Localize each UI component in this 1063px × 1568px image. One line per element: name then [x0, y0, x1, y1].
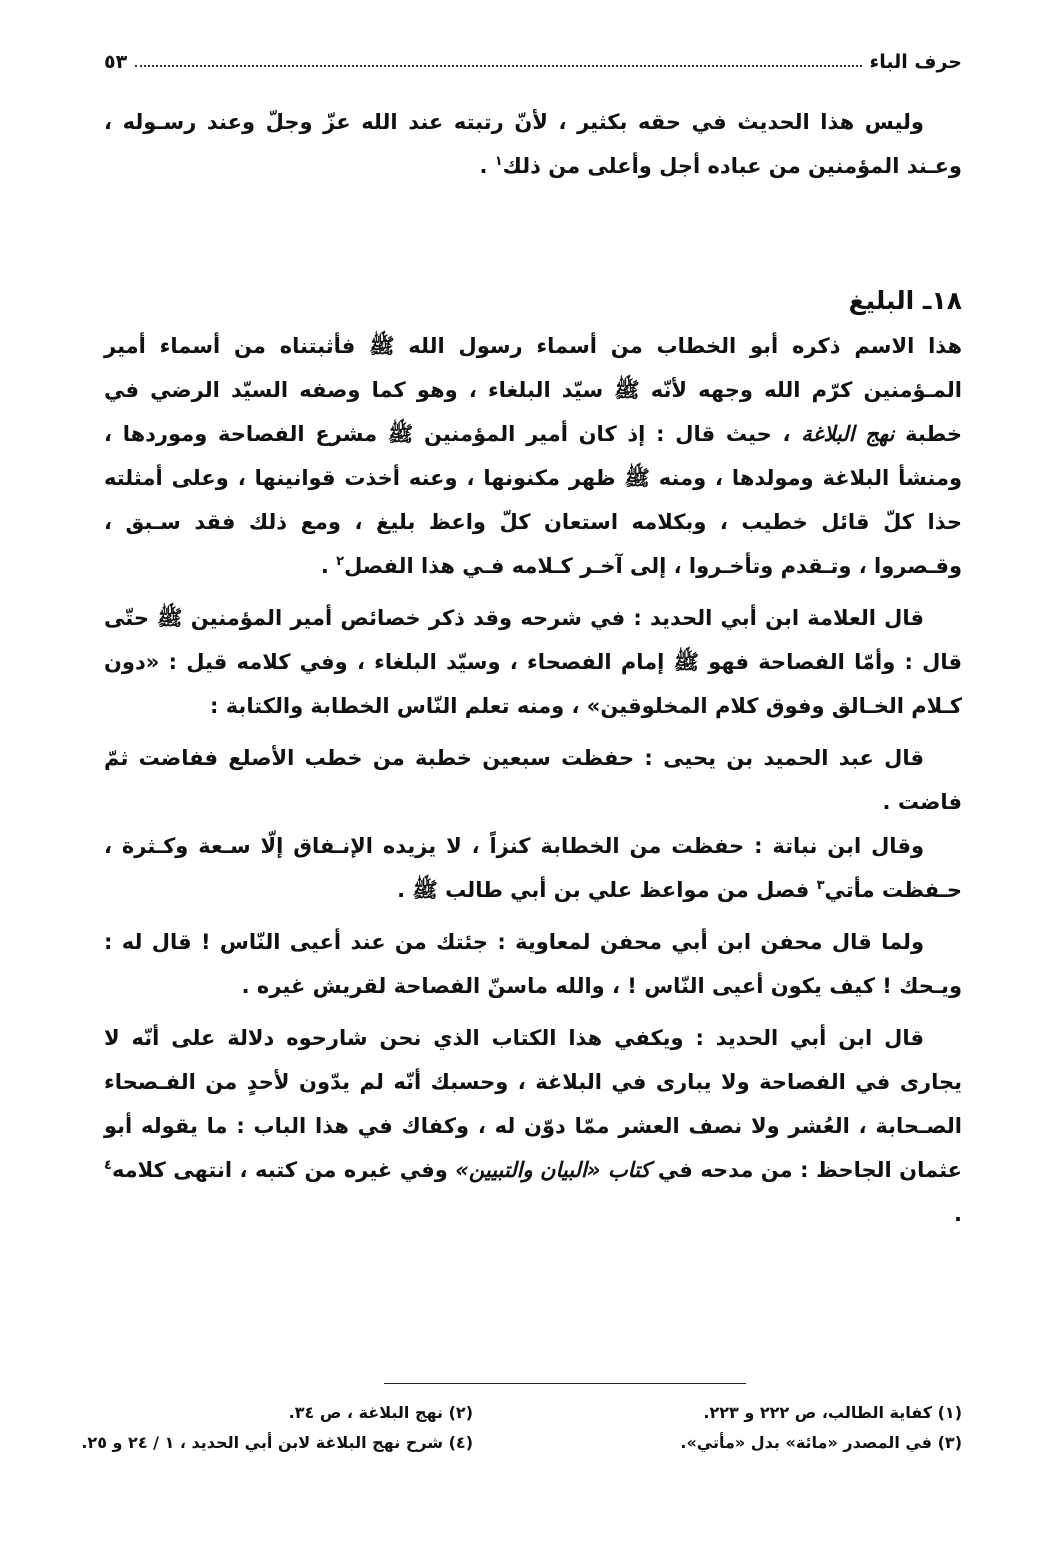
footnotes [81, 1398, 962, 1458]
section-title: حرف الباء [869, 51, 962, 73]
footnote-divider [384, 1383, 746, 1384]
book-title-bayan: كتاب «البيان والتبيين» [455, 1158, 651, 1182]
paragraph-5-text-a: وقال ابن نباتة : حفظت من الخطابة كنزاً ، لا يزيده الإنـفاق إلّا سـعة وكـثرة ، حـفظت مأتي [104, 834, 962, 902]
footnote-ref-3: ٣ [816, 878, 825, 893]
paragraph-2: هذا الاسم ذكره أبو الخطاب من أسماء رسول الله ﷺ فأثبتناه من أسماء أمير المـؤمنين كرّم الله وجهه لأنّه ﷺ سيّد البلغاء ، وهو كما وصفه السيّد الرضي في خطبة نهج البلاغة ، حيث قال : إذ كان أمير المؤمنين ﷺ مشرع الفصاحة وموردها ، ومنشأ البلاغة ومولدها ، ومنه ﷺ ظهر مكنونها ، وعنه أخذت قوانينها ، وعلى أمثلته حذا كلّ قائل خطيب ، وبكلامه استعان كلّ واعظ بليغ ، ومع ذلك فقد سـبق ، وقـصروا ، وتـقدم وتأخـروا ، إلى آخـر كـلامه فـي هذا الفصل$^٢$ . [104, 334, 962, 578]
footnote-ref-2: ٢ [336, 554, 345, 569]
paragraph-1-text: وليس هذا الحديث في حقه بكثير ، لأنّ رتبته عند الله عزّ وجلّ وعند رسـوله ، وعـند المؤمنين من عباده أجل وأعلى من ذلك [104, 110, 962, 178]
paragraph-5 [104, 824, 962, 912]
footnote-2: (٢) نهج البلاغة ، ص ٣٤. [288, 1403, 473, 1422]
paragraph-2-text-b: ، حيث قال : إذ كان أمير المؤمنين ﷺ مشرع الفصاحة وموردها ، ومنشأ البلاغة ومولدها ، ومنه ﷺ ظهر مكنونها ، وعنه أخذت قوانينها ، وعلى أمثلته حذا كلّ قائل خطيب ، وبكلامه استعان كلّ واعظ بليغ ، ومع ذلك فقد سـبق ، وقـصروا ، وتـقدم وتأخـروا ، إلى آخـر كـلامه فـي هذا الفصل [104, 422, 962, 578]
entry-heading: ١٨ـ البليغ [848, 286, 962, 315]
page-number: ٥٣ [104, 51, 128, 73]
book-title-nahj: نهج البلاغة [801, 422, 895, 446]
paragraph-7-text-a: قال ابن أبي الحديد : ويكفي هذا الكتاب الذي نحن شارحوه دلالة على أنّه لا يجارى في الفصاحة ولا يبارى في البلاغة ، وحسبك أنّه لم يدّون لأحدٍ من الفـصحاء الصـحابة ، العُشر ولا نصف العشر ممّا دوّن له ، وكفاك في هذا الباب : ما يقوله أبو عثمان الجاحظ : من مدحه في [104, 1026, 962, 1182]
paragraph-1: وليس هذا الحديث في حقه بكثير ، لأنّ رتبته عند الله عزّ وجلّ وعند رسـوله ، وعـند المؤمنين من عباده أجل وأعلى من ذلك$^١$ . [104, 110, 962, 178]
running-header [104, 44, 962, 80]
footnote-4: (٤) شرح نهج البلاغة لابن أبي الحديد ، ١ / ٢٤ و ٢٥. [81, 1433, 473, 1452]
paragraph-7-text-b: وفي غيره من كتبه ، انتهى كلامه [111, 1158, 448, 1182]
footnote-row-1 [104, 1398, 962, 1428]
footnote-row-2 [81, 1428, 962, 1458]
footnote-ref-1: ١ [494, 154, 503, 169]
paragraph-5-text-b: فصل من مواعظ علي بن أبي طالب ﷺ . [397, 878, 810, 902]
paragraph-7: قال ابن أبي الحديد : ويكفي هذا الكتاب الذي نحن شارحوه دلالة على أنّه لا يجارى في الفصاحة ولا يبارى في البلاغة ، وحسبك أنّه لم يدّون لأحدٍ من الفـصحاء الصـحابة ، العُشر ولا نصف العشر ممّا دوّن له ، وكفاك في هذا الباب : ما يقوله أبو عثمان الجاحظ : من مدحه في كتاب «البيان والتبيين» وفي غيره من كتبه ، انتهى كلامه$^٤$ . [104, 1026, 962, 1226]
footnote-3: (٣) في المصدر «مائة» بدل «مأتي». [680, 1433, 962, 1452]
main-text [104, 100, 962, 1236]
paragraph-6: ولما قال محفن ابن أبي محفن لمعاوية : جئتك من عند أعيى النّاس ! قال له : ويـحك ! كيف يكون أعيى النّاس ! ، والله ماسنّ الفصاحة لقريش غيره . [104, 930, 962, 998]
header-dot-leader [135, 65, 861, 67]
paragraph-3: قال العلامة ابن أبي الحديد : في شرحه وقد ذكر خصائص أمير المؤمنين ﷺ حتّى قال : وأمّا الفصاحة فهو ﷺ إمام الفصحاء ، وسيّد البلغاء ، وفي كلامه قيل : «دون كـلام الخـالق وفوق كلام المخلوقين» ، ومنه تعلم النّاس الخطابة والكتابة : [104, 606, 962, 718]
footnote-ref-4: ٤ [104, 1158, 112, 1173]
paragraph-2-text-a: هذا الاسم ذكره أبو الخطاب من أسماء رسول الله ﷺ فأثبتناه من أسماء أمير المـؤمنين كرّم الله وجهه لأنّه ﷺ سيّد البلغاء ، وهو كما وصفه السيّد الرضي في خطبة [104, 334, 962, 446]
paragraph-4: قال عبد الحميد بن يحيى : حفظت سبعين خطبة من خطب الأصلع ففاضت ثمّ فاضت . [104, 746, 962, 814]
footnote-1: (١) كفاية الطالب، ص ٢٢٢ و ٢٢٣. [703, 1403, 962, 1422]
